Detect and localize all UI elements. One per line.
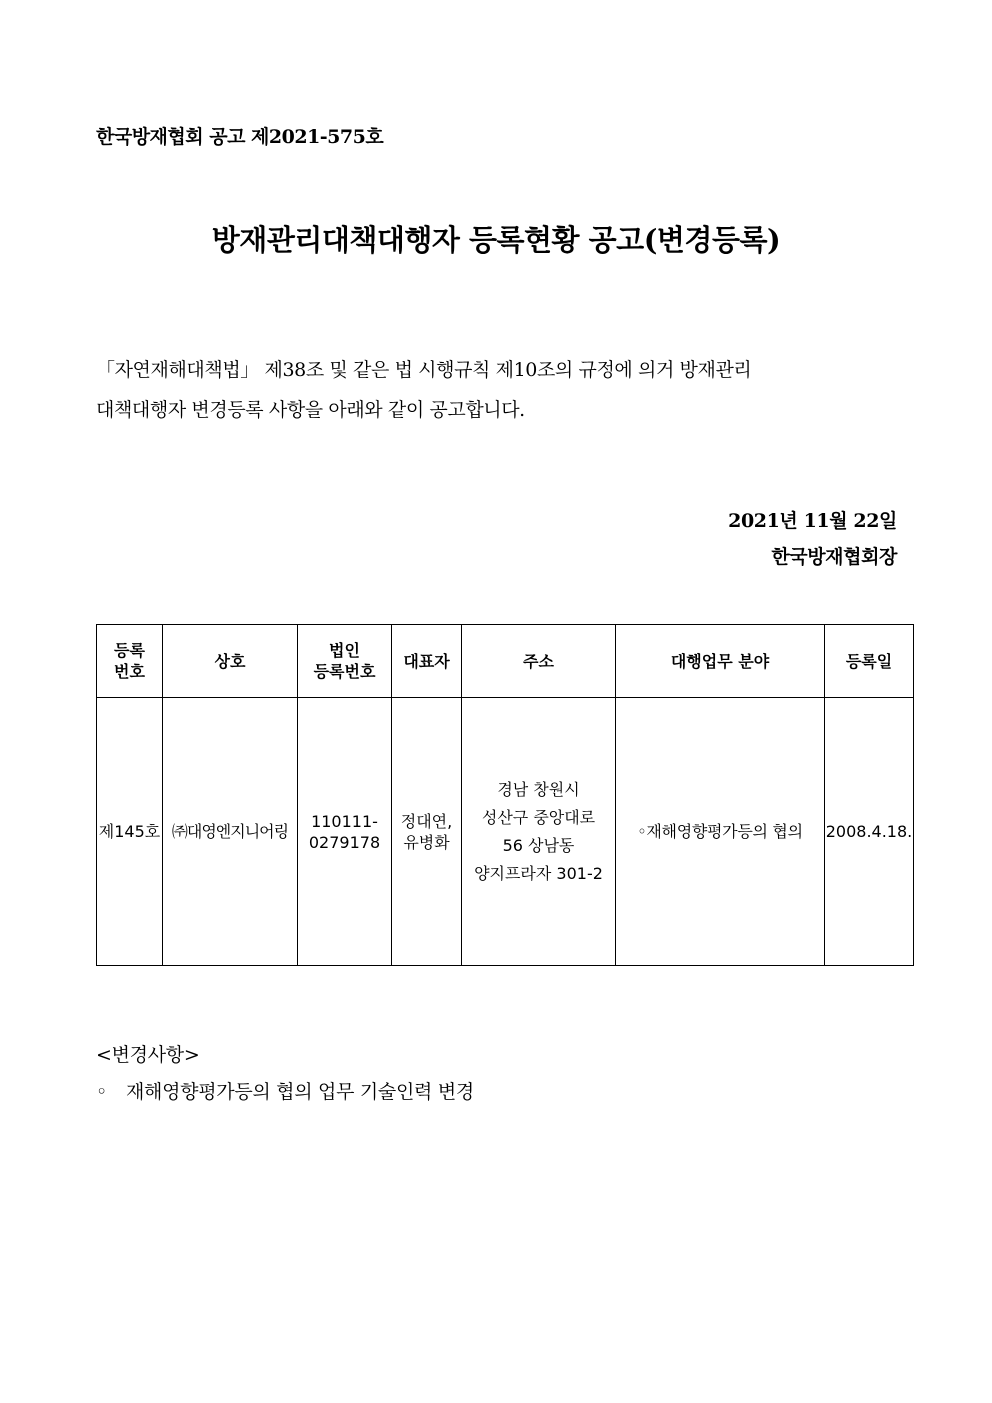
notice-number: 한국방재협회 공고 제2021-575호: [96, 126, 384, 148]
notice-body-line-2: 대책대행자 변경등록 사항을 아래와 같이 공고합니다.: [96, 399, 525, 421]
bullet-icon: ◦: [96, 1081, 107, 1103]
notice-body-line-1: 「자연재해대책법」 제38조 및 같은 법 시행규칙 제10조의 규정에 의거 방재관리: [96, 359, 752, 381]
header-reg-date: 등록일: [825, 625, 914, 698]
registration-table: [96, 624, 914, 966]
header-address: 주소: [462, 625, 616, 698]
header-corp-no: 법인 등록번호: [298, 625, 392, 698]
cell-reg-date: 2008.4.18.: [825, 698, 914, 966]
header-reg-no: 등록 번호: [97, 625, 163, 698]
changes-item-text: 재해영향평가등의 협의 업무 기술인력 변경: [126, 1081, 474, 1103]
document-title: 방재관리대책대행자 등록현황 공고(변경등록): [211, 223, 781, 257]
cell-representative: 정대연, 유병화: [392, 698, 462, 966]
table-header-row: [97, 625, 914, 698]
header-company: 상호: [163, 625, 298, 698]
notice-date: 2021년 11월 22일: [728, 510, 897, 532]
table-row: [97, 698, 914, 966]
cell-corp-no: 110111- 0279178: [298, 698, 392, 966]
header-representative: 대표자: [392, 625, 462, 698]
signer: 한국방재협회장: [771, 546, 897, 568]
changes-heading: <변경사항>: [96, 1044, 200, 1066]
cell-field: ◦재해영향평가등의 협의: [616, 698, 825, 966]
cell-company: ㈜대영엔지니어링: [163, 698, 298, 966]
cell-address: 경남 창원시 성산구 중앙대로 56 상남동 양지프라자 301-2: [462, 698, 616, 966]
changes-item: [96, 1077, 474, 1104]
header-field: 대행업무 분야: [616, 625, 825, 698]
notice-body: [96, 350, 896, 430]
cell-reg-no: 제145호: [97, 698, 163, 966]
